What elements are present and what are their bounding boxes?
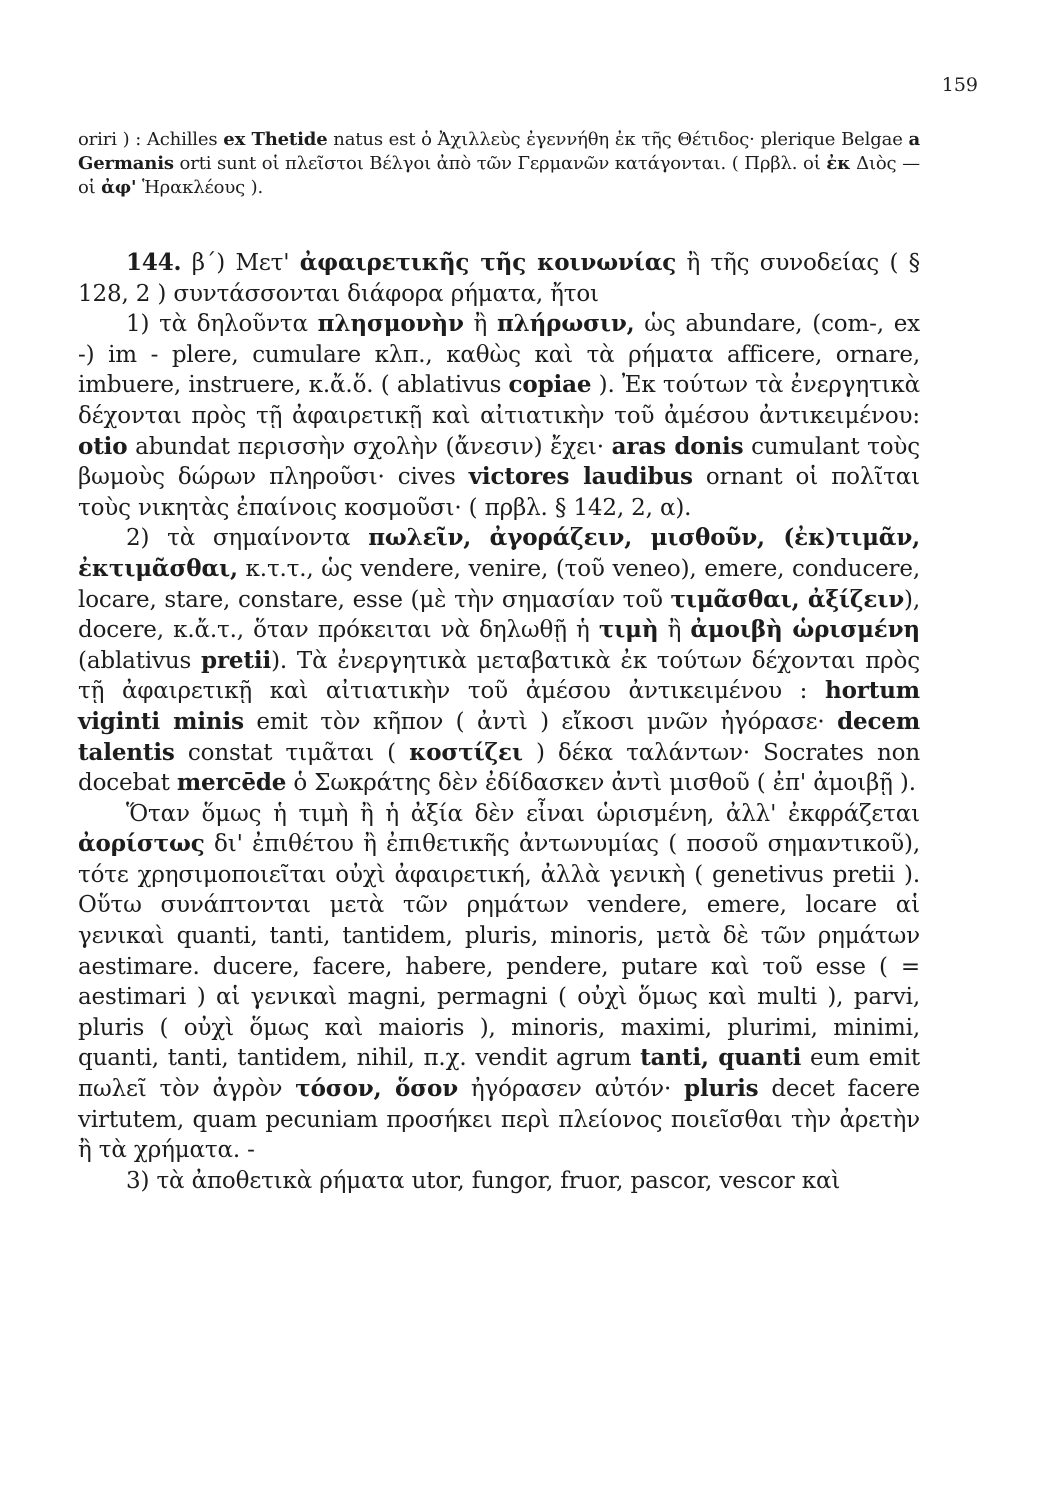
- bold-text-run: copiae: [508, 371, 592, 399]
- section-144-paragraph: [78, 248, 920, 309]
- bold-text-run: pretii: [201, 646, 272, 674]
- bold-text-run: decem talentis: [78, 707, 921, 766]
- text-run: 3) τὰ ἀποθετικὰ ρήματα utor, fungor, fruor, pascor, vescor καὶ: [126, 1167, 841, 1194]
- text-run: ). Τὰ ἐνεργητικὰ μεταβατικὰ ἐκ τούτων δέχονται πρὸς τῇ ἀφαιρετικῇ καὶ αἰτιατικὴν τοῦ ἀμέσου ἀντικειμένου :: [78, 647, 920, 705]
- bold-text-run: ἐκ: [826, 153, 851, 174]
- text-run: β΄) Μετ': [181, 250, 300, 276]
- text-run: 1) τὰ δηλοῦντα: [126, 311, 318, 338]
- text-run: ἢ: [463, 311, 497, 338]
- bold-text-run: 144.: [126, 249, 182, 276]
- item-2-paragraph: [78, 523, 920, 798]
- bold-text-run: ex Thetide: [223, 129, 328, 150]
- text-run: ὡς abundare, (com-, ex -) im - plere, cumulare κλπ., καθὼς καὶ τὰ ρήματα afficere, ornare, imbuere, instruere, κ.ἄ.ὅ. ( ablativus: [78, 311, 920, 399]
- bold-text-run: πλήρωσιν,: [496, 310, 635, 338]
- bold-text-run: ἀορίστως: [78, 830, 205, 858]
- text-run: ἠγόρασεν αὐτόν·: [458, 1076, 685, 1103]
- bold-text-run: mercēde: [176, 769, 287, 797]
- text-run: ἢ τῆς συνοδείας ( § 128, 2 ) συντάσσονται διάφορα ρήματα, ἤτοι: [78, 250, 921, 307]
- text-run: ), docere, κ.ἄ.τ., ὅταν πρόκειται νὰ δηλωθῇ ἡ: [78, 586, 920, 644]
- bold-text-run: πλησμονὴν: [317, 310, 464, 338]
- text-run: ἢ: [658, 617, 691, 644]
- text-run: eum emit πωλεῖ τὸν ἀγρὸν: [78, 1045, 921, 1103]
- text-run: ). Ἐκ τούτων τὰ ἐνεργητικὰ δέχονται πρὸς τῇ ἀφαιρετικῇ καὶ αἰτιατικὴν τοῦ ἀμέσου ἀντικειμένου:: [78, 372, 920, 429]
- text-run: δι' ἐπιθέτου ἢ ἐπιθετικῆς ἀντωνυμίας ( ποσοῦ σημαντικοῦ), τότε χρησιμοποιεῖται οὐχὶ ἀφαιρετική, ἀλλὰ γενικὴ ( genetivus pretii ). Οὕτω συνάπτονται μετὰ τῶν ρημάτων vendere, emere, locare αἱ γενικαὶ quanti, tanti, tantidem, pluris, minoris, μετὰ δὲ τῶν ρημάτων aestimare. ducere, facere, habere, pendere, putare καὶ τοῦ esse ( = aestimari ) αἱ γενικαὶ magni, permagni ( οὐχὶ ὅμως καὶ multi ), parvi, pluris ( οὐχὶ ὅμως καὶ maioris ), minoris, maximi, plurimi, minimi, quanti, tanti, tantidem, nihil, π.χ. vendit agrum: [78, 831, 920, 1072]
- bold-text-run: τόσον, ὅσον: [295, 1075, 459, 1103]
- text-run: constat τιμᾶται (: [174, 739, 410, 766]
- text-run: 2) τὰ σημαίνοντα: [126, 525, 369, 552]
- bold-text-run: ἀμοιβὴ ὡρισμένη: [690, 616, 920, 644]
- item-1-paragraph: [78, 309, 920, 523]
- bold-text-run: tanti, quanti: [640, 1044, 802, 1072]
- text-run: abundat περισσὴν σχολὴν (ἄνεσιν) ἔχει·: [127, 433, 612, 460]
- bold-text-run: τιμᾶσθαι, ἀξίζειν: [670, 585, 905, 613]
- bold-text-run: victores laudibus: [468, 463, 693, 491]
- item-3-paragraph: [78, 1166, 920, 1197]
- page-number: 159: [941, 74, 978, 96]
- bold-text-run: κοστίζει: [409, 738, 523, 766]
- text-run: κ.τ.τ., ὡς vendere, venire, (τοῦ veneo), emere, conducere, locare, stare, constare, esse (μὲ τὴν σημασίαν τοῦ: [78, 555, 920, 613]
- text-run: decet facere virtutem, quam pecuniam προσήκει περὶ πλείονος ποιεῖσθαι τὴν ἀρετὴν ἢ τὰ χρήματα. -: [78, 1076, 920, 1164]
- bold-text-run: a Germanis: [78, 129, 920, 174]
- text-run: emit τὸν κῆπον ( ἀντὶ ) εἴκοσι μνῶν ἠγόρασε·: [243, 708, 838, 735]
- bold-text-run: ἀφ': [101, 177, 137, 198]
- bold-text-run: otio: [78, 432, 128, 460]
- text-run: (ablativus: [78, 647, 202, 674]
- page-body: [78, 128, 920, 1196]
- text-run: Ἡρακλέους ).: [136, 177, 264, 198]
- text-run: natus est ὁ Ἀχιλλεὺς ἐγεννήθη ἐκ τῆς Θέτιδος· plerique Belgae: [327, 129, 909, 150]
- bold-text-run: τιμὴ: [598, 616, 659, 644]
- paragraph-otan: [78, 799, 920, 1166]
- text-run: ) δέκα ταλάντων· Socrates non docebat: [78, 739, 920, 797]
- text-run: orti sunt οἱ πλεῖστοι Βέλγοι ἀπὸ τῶν Γερμανῶν κατάγονται. ( Πρβλ. οἱ: [173, 153, 827, 174]
- footnote-paragraph: [78, 128, 920, 200]
- bold-text-run: aras donis: [611, 432, 744, 460]
- text-run: ὁ Σωκράτης δὲν ἐδίδασκεν ἀντὶ μισθοῦ ( ἐπ' ἀμοιβῇ ).: [286, 770, 916, 797]
- text-run: ornant οἱ πολῖται τοὺς νικητὰς ἐπαίνοις κοσμοῦσι· ( πρβλ. § 142, 2, α).: [78, 464, 920, 521]
- text-run: cumulant τοὺς βωμοὺς δώρων πληροῦσι· cives: [78, 433, 920, 491]
- bold-text-run: hortum viginti minis: [78, 677, 920, 735]
- text-run: Ὅταν ὅμως ἡ τιμὴ ἢ ἡ ἀξία δὲν εἶναι ὡρισμένη, ἀλλ' ἐκφράζεται: [126, 800, 920, 827]
- bold-text-run: ἀφαιρετικῆς τῆς κοινωνίας: [299, 249, 677, 276]
- text-run: oriri ) : Achilles: [78, 129, 224, 150]
- text-run: Διὸς — οἱ: [78, 153, 920, 198]
- bold-text-run: pluris: [684, 1075, 759, 1103]
- bold-text-run: πωλεῖν, ἀγοράζειν, μισθοῦν, (ἐκ)τιμᾶν, ἐκτιμᾶσθαι,: [78, 524, 920, 582]
